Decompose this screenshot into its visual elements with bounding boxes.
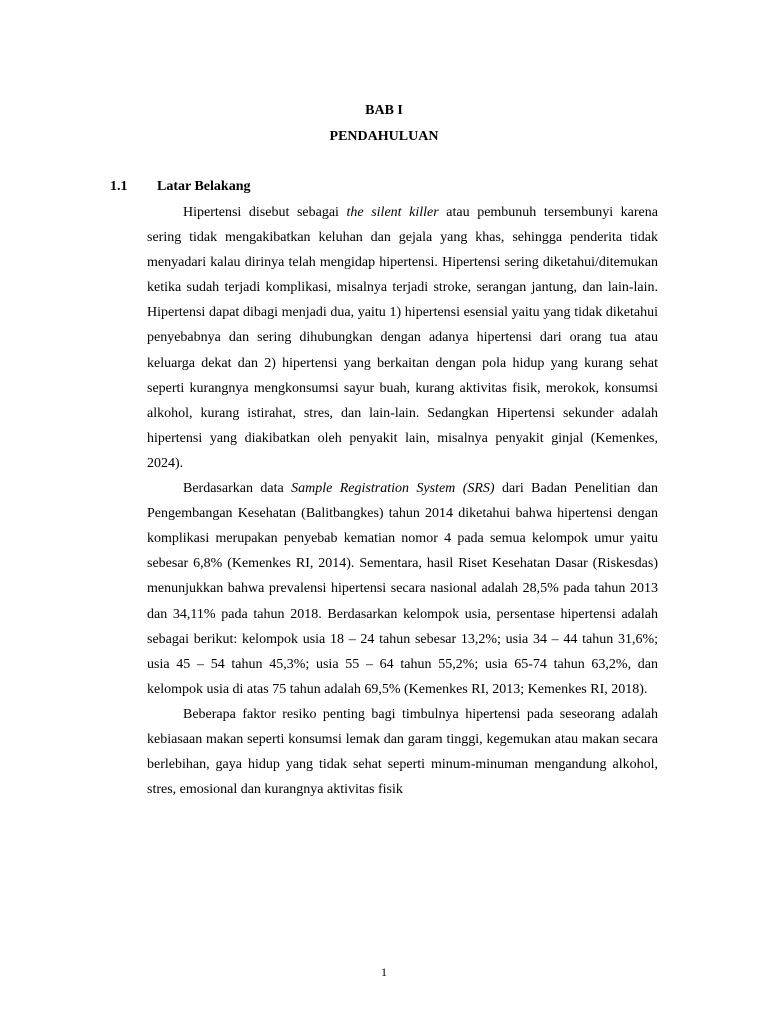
paragraph-2-text-rest: dari Badan Penelitian dan Pengembangan Kesehatan (Balitbangkes) tahun 2014 diketahui bahwa hipertensi dengan komplikasi merupakan penyebab kematian nomor 4 pada semua kelompok umur yaitu sebesar 6,8% (Kemenkes RI, 2014). Sementara, hasil Riset Kesehatan Dasar (Riskesdas) menunjukkan bahwa prevalensi hipertensi secara nasional adalah 28,5% pada tahun 2013 dan 34,11% pada tahun 2018. Berdasarkan kelompok usia, persentase hipertensi adalah sebagai berikut: kelompok usia 18 – 24 tahun sebesar 13,2%; usia 34 – 44 tahun 31,6%; usia 45 – 54 tahun 45,3%; usia 55 – 64 tahun 55,2%; usia 65-74 tahun 63,2%, dan kelompok usia di atas 75 tahun adalah 69,5% (Kemenkes RI, 2013; Kemenkes RI, 2018).: [147, 481, 658, 697]
paragraph-1: [147, 200, 658, 476]
paragraph-1-text-rest: atau pembunuh tersembunyi karena sering tidak mengakibatkan keluhan dan gejala yang khas, sehingga penderita tidak menyadari kalau dirinya telah mengidap hipertensi. Hipertensi sering diketahui/ditemukan ketika sudah terjadi komplikasi, misalnya terjadi stroke, serangan jantung, dan lain-lain. Hipertensi dapat dibagi menjadi dua, yaitu 1) hipertensi esensial yaitu yang tidak diketahui penyebabnya dan sering dihubungkan dengan adanya hipertensi dari orang tua atau keluarga dekat dan 2) hipertensi yang berkaitan dengan pola hidup yang kurang sehat seperti kurangnya mengkonsumsi sayur buah, kurang aktivitas fisik, merokok, konsumsi alkohol, kurang istirahat, stres, dan lain-lain. Sedangkan Hipertensi sekunder adalah hipertensi yang diakibatkan oleh penyakit lain, misalnya penyakit ginjal (Kemenkes, 2024).: [147, 205, 658, 471]
page-number: 1: [381, 965, 387, 979]
paragraph-3: [147, 702, 658, 802]
body-text: [147, 200, 658, 802]
paragraph-2: [147, 476, 658, 702]
paragraph-1-text-start: Hipertensi disebut sebagai: [183, 205, 347, 220]
section-title: Latar Belakang: [157, 179, 251, 194]
section-heading: [110, 179, 250, 195]
paragraph-3-text: Beberapa faktor resiko penting bagi timbulnya hipertensi pada seseorang adalah kebiasaan makan seperti konsumsi lemak dan garam tinggi, kegemukan atau makan secara berlebihan, gaya hidup yang tidak sehat seperti minum-minuman mengandung alkohol, stres, emosional dan kurangnya aktivitas fisik: [147, 706, 658, 798]
paragraph-2-italic-term: Sample Registration System (SRS): [291, 481, 495, 497]
chapter-number: BAB I: [365, 103, 403, 118]
paragraph-2-text-start: Berdasarkan data: [183, 481, 292, 497]
paragraph-1-italic-term: the silent killer: [346, 205, 439, 220]
chapter-title: PENDAHULUAN: [329, 129, 439, 144]
section-number: 1.1: [110, 179, 128, 194]
